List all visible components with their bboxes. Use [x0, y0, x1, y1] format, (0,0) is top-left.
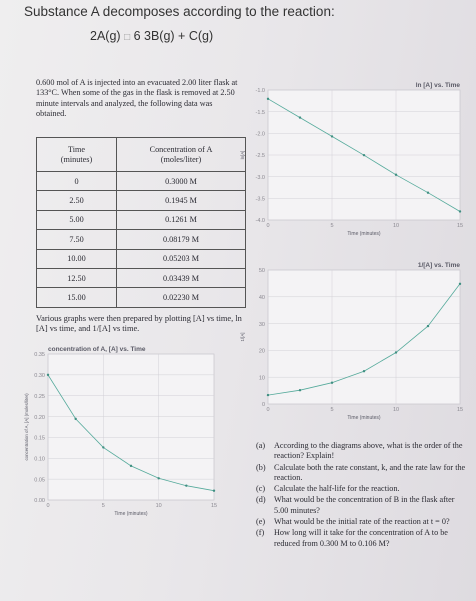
- question-list: [256, 441, 470, 550]
- data-point: [185, 484, 187, 486]
- chart-svg: [22, 338, 222, 516]
- data-point: [157, 477, 159, 479]
- data-point: [213, 489, 215, 491]
- data-point: [363, 154, 365, 156]
- concentration-cell: 0.08179 M: [117, 230, 246, 249]
- y-tick-label: 0.05: [34, 477, 45, 484]
- chart-svg: [238, 78, 466, 244]
- reaction-rhs: 6 3B(g) + C(g): [133, 29, 214, 43]
- data-point: [395, 351, 397, 353]
- conc-header-line1: Concentration of A: [149, 144, 213, 154]
- x-tick-label: 15: [210, 503, 218, 509]
- data-point: [299, 389, 301, 391]
- question-text: What would be the initial rate of the reaction at t = 0?: [274, 517, 450, 527]
- question-b: [256, 463, 470, 484]
- x-tick-label: 5: [330, 407, 334, 413]
- data-point: [363, 370, 365, 372]
- inverse-concentration-vs-time-chart: [238, 258, 466, 428]
- question-f: [256, 528, 470, 549]
- question-c: [256, 484, 470, 494]
- concentration-cell: 0.03439 M: [117, 268, 246, 287]
- time-cell: 10.00: [37, 249, 117, 268]
- data-point: [130, 465, 132, 467]
- question-d: [256, 495, 470, 516]
- data-point: [459, 210, 461, 212]
- concentration-cell: 0.1261 M: [117, 210, 246, 229]
- x-axis-label: Time (minutes): [347, 231, 381, 237]
- y-tick-label: -3.5: [255, 196, 265, 203]
- y-tick-label: 40: [258, 295, 265, 301]
- y-tick-label: 0.15: [34, 435, 45, 442]
- intro-paragraph: 0.600 mol of A is injected into an evacuated 2.00 liter flask at 133°C. When some of the gas in the flask is removed at 2.50 minute intervals and analyzed, the following data was obtained.: [36, 78, 238, 119]
- y-tick-label: 0.10: [34, 456, 45, 463]
- data-table: [36, 137, 246, 308]
- time-cell: 0: [37, 172, 117, 191]
- y-axis-label: concentration of A, [A] (moles/liter): [24, 393, 29, 461]
- data-point: [395, 174, 397, 176]
- x-tick-label: 0: [266, 407, 270, 413]
- time-cell: 15.00: [37, 288, 117, 307]
- question-label: (c): [256, 484, 266, 494]
- concentration-vs-time-chart: [22, 338, 222, 516]
- data-point: [267, 98, 269, 100]
- plot-area: [268, 270, 460, 404]
- y-tick-label: -2.5: [255, 153, 265, 160]
- question-e: [256, 517, 470, 527]
- table-header-row: [37, 138, 246, 172]
- time-cell: 12.50: [37, 268, 117, 287]
- y-tick-label: 50: [258, 268, 265, 275]
- question-label: (f): [256, 528, 265, 538]
- question-label: (a): [256, 441, 266, 450]
- conc-header-line2: (moles/liter): [160, 154, 202, 164]
- chart-title: ln [A] vs. Time: [415, 82, 460, 89]
- data-point: [267, 394, 269, 396]
- concentration-cell: 0.05203 M: [117, 249, 246, 268]
- time-cell: 7.50: [37, 230, 117, 249]
- y-tick-label: 0.20: [34, 414, 45, 421]
- reaction-arrow: □: [124, 32, 131, 43]
- x-tick-label: 10: [392, 407, 400, 413]
- question-label: (d): [256, 495, 266, 505]
- y-tick-label: 30: [258, 321, 265, 328]
- chart-title: 1/[A] vs. Time: [417, 262, 460, 269]
- data-point: [459, 283, 461, 285]
- chart-svg: [238, 258, 466, 428]
- table-row: [37, 210, 246, 229]
- problem-heading: Substance A decomposes according to the reaction:: [24, 4, 335, 19]
- y-tick-label: 0: [261, 402, 265, 409]
- reaction-lhs: 2A(g): [90, 29, 121, 43]
- y-tick-label: -1.0: [255, 88, 265, 95]
- y-axis-label: ln[A]: [240, 150, 245, 160]
- x-tick-label: 15: [456, 223, 464, 229]
- question-a: [256, 441, 470, 462]
- table-row: [37, 268, 246, 287]
- concentration-column-header: [117, 138, 246, 172]
- x-tick-label: 10: [392, 223, 400, 229]
- data-point: [299, 116, 301, 118]
- question-text: Calculate both the rate constant, k, and the rate law for the reaction.: [274, 462, 466, 482]
- table-row: [37, 249, 246, 268]
- x-tick-label: 5: [330, 223, 334, 229]
- concentration-cell: 0.02230 M: [117, 288, 246, 307]
- y-axis-label: 1/[A]: [240, 332, 245, 342]
- plot-area: [48, 354, 214, 500]
- y-tick-label: 0.35: [34, 352, 45, 359]
- x-tick-label: 10: [155, 503, 162, 509]
- data-point: [47, 374, 49, 376]
- x-axis-label: Time (minutes): [347, 415, 381, 421]
- data-point: [331, 382, 333, 384]
- table-row: [37, 172, 246, 191]
- y-tick-label: -3.0: [255, 174, 265, 181]
- data-point: [427, 192, 429, 194]
- y-tick-label: -2.0: [255, 131, 265, 138]
- data-point: [331, 135, 333, 137]
- y-tick-label: -4.0: [255, 218, 265, 225]
- question-text: What would be the concentration of B in the flask after 5.00 minutes?: [274, 495, 455, 515]
- table-row: [37, 191, 246, 210]
- x-tick-label: 5: [101, 503, 105, 509]
- reaction-equation: [90, 29, 213, 43]
- table-row: [37, 230, 246, 249]
- y-tick-label: 0.30: [34, 373, 45, 380]
- question-label: (b): [256, 462, 266, 472]
- data-point: [74, 418, 76, 420]
- time-cell: 2.50: [37, 191, 117, 210]
- question-label: (e): [256, 517, 266, 527]
- data-point: [427, 325, 429, 327]
- question-text: According to the diagrams above, what is the order of the reaction? Explain!: [274, 441, 463, 461]
- data-point: [102, 446, 104, 448]
- time-header-line1: Time: [68, 144, 85, 154]
- x-axis-label: Time (minutes): [114, 511, 148, 516]
- question-text: Calculate the half-life for the reaction.: [274, 484, 400, 494]
- time-cell: 5.00: [37, 210, 117, 229]
- ln-concentration-vs-time-chart: [238, 78, 466, 244]
- x-tick-label: 0: [46, 503, 50, 509]
- y-tick-label: 10: [258, 375, 265, 382]
- x-tick-label: 15: [456, 407, 464, 413]
- y-tick-label: 20: [258, 348, 265, 355]
- graphs-description: Various graphs were then prepared by plotting [A] vs time, ln [A] vs time, and 1/[A] vs time.: [36, 314, 242, 334]
- table-row: [37, 288, 246, 307]
- y-tick-label: 0.00: [34, 498, 45, 505]
- concentration-cell: 0.3000 M: [117, 172, 246, 191]
- concentration-cell: 0.1945 M: [117, 191, 246, 210]
- time-column-header: [37, 138, 117, 172]
- y-tick-label: -1.5: [255, 109, 265, 116]
- chart-title: concentration of A, [A] vs. Time: [48, 346, 146, 353]
- x-tick-label: 0: [266, 223, 270, 229]
- question-text: How long will it take for the concentration of A to be reduced from 0.300 M to 0.106 M?: [274, 528, 448, 548]
- time-header-line2: (minutes): [60, 154, 93, 164]
- y-tick-label: 0.25: [34, 393, 45, 400]
